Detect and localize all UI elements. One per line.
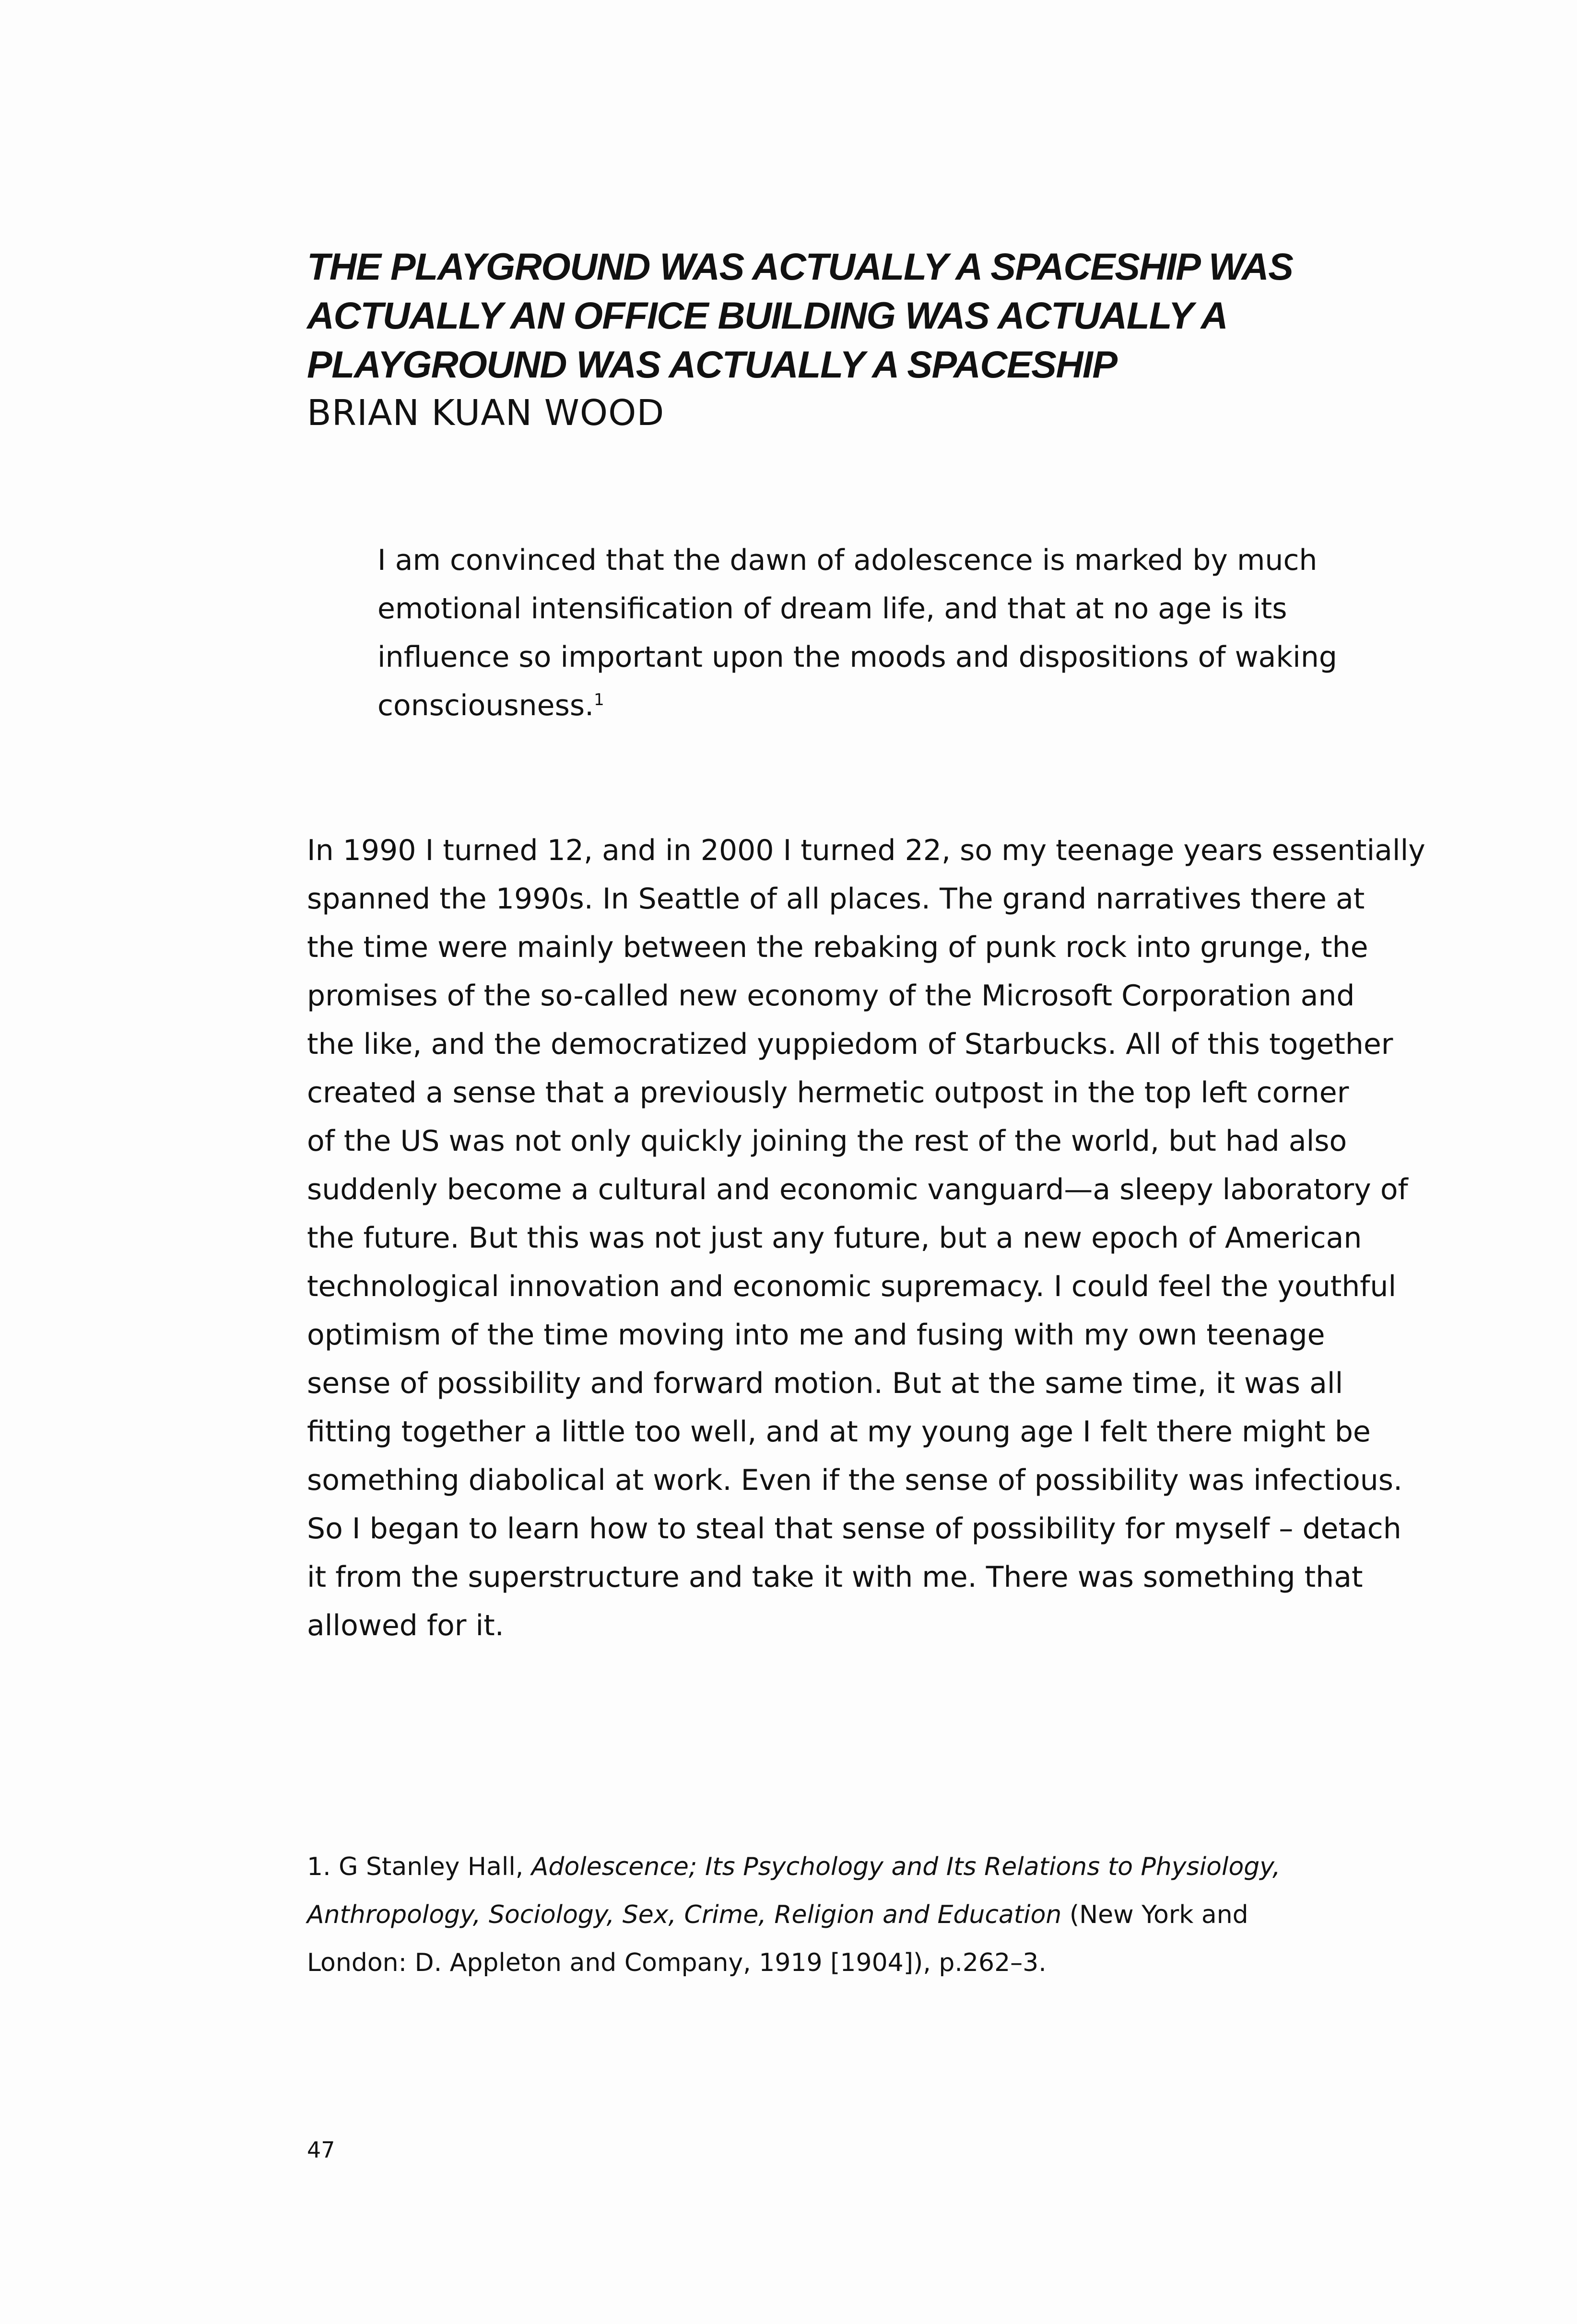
epigraph-line: influence so important upon the moods and dispositions of waking bbox=[377, 640, 1337, 674]
body-line: promises of the so-called new economy of the Microsoft Corporation and bbox=[307, 979, 1355, 1013]
body-line: the future. But this was not just any future, but a new epoch of American bbox=[307, 1221, 1362, 1255]
body-paragraph bbox=[307, 826, 1468, 1650]
epigraph-line-text: consciousness. bbox=[377, 689, 594, 722]
body-line: created a sense that a previously hermetic outpost in the top left corner bbox=[307, 1076, 1349, 1109]
epigraph-line: emotional intensification of dream life, and that at no age is its bbox=[377, 592, 1287, 625]
article-title-line-1: THE PLAYGROUND WAS ACTUALLY A SPACESHIP WAS bbox=[307, 245, 1293, 288]
article-title-line-3: PLAYGROUND WAS ACTUALLY A SPACESHIP bbox=[307, 343, 1117, 386]
body-line: fitting together a little too well, and at my young age I felt there might be bbox=[307, 1415, 1371, 1449]
footnote-prefix: 1. G Stanley Hall, bbox=[307, 1852, 531, 1881]
footnote-book-title: Adolescence; Its Psychology and Its Relations to Physiology, bbox=[531, 1852, 1281, 1881]
epigraph-quote bbox=[377, 536, 1457, 730]
body-line: of the US was not only quickly joining the rest of the world, but had also bbox=[307, 1124, 1347, 1158]
body-line: something diabolical at work. Even if the sense of possibility was infectious. bbox=[307, 1463, 1403, 1497]
body-line: technological innovation and economic supremacy. I could feel the youthful bbox=[307, 1270, 1397, 1303]
footnote bbox=[307, 1843, 1458, 1987]
footnote-line-3: London: D. Appleton and Company, 1919 [1904]), p.262–3. bbox=[307, 1948, 1047, 1977]
page-number: 47 bbox=[307, 2137, 335, 2163]
body-line: So I began to learn how to steal that sense of possibility for myself – detach bbox=[307, 1512, 1401, 1545]
footnote-reference: 1 bbox=[594, 690, 604, 709]
body-line: it from the superstructure and take it with me. There was something that bbox=[307, 1560, 1363, 1594]
epigraph-line: I am convinced that the dawn of adolescence is marked by much bbox=[377, 543, 1318, 577]
footnote-line-1 bbox=[307, 1843, 1458, 1891]
body-line: the like, and the democratized yuppiedom of Starbucks. All of this together bbox=[307, 1027, 1393, 1061]
body-line: suddenly become a cultural and economic vanguard—a sleepy laboratory of bbox=[307, 1173, 1408, 1206]
article-title-line-2: ACTUALLY AN OFFICE BUILDING WAS ACTUALLY A bbox=[307, 294, 1228, 337]
body-line: allowed for it. bbox=[307, 1609, 504, 1642]
epigraph-line-last bbox=[377, 682, 1457, 730]
footnote-book-title-cont: Anthropology, Sociology, Sex, Crime, Religion and Education bbox=[307, 1900, 1062, 1929]
body-line: spanned the 1990s. In Seattle of all places. The grand narratives there at bbox=[307, 882, 1365, 916]
footnote-line-2 bbox=[307, 1891, 1458, 1939]
body-line: In 1990 I turned 12, and in 2000 I turned 22, so my teenage years essentially bbox=[307, 834, 1425, 867]
body-line: optimism of the time moving into me and fusing with my own teenage bbox=[307, 1318, 1325, 1352]
author-name: BRIAN KUAN WOOD bbox=[307, 392, 665, 434]
body-line: sense of possibility and forward motion. But at the same time, it was all bbox=[307, 1367, 1343, 1400]
footnote-publisher: (New York and bbox=[1061, 1900, 1248, 1929]
article-header bbox=[307, 242, 1410, 437]
body-line: the time were mainly between the rebaking of punk rock into grunge, the bbox=[307, 931, 1368, 964]
